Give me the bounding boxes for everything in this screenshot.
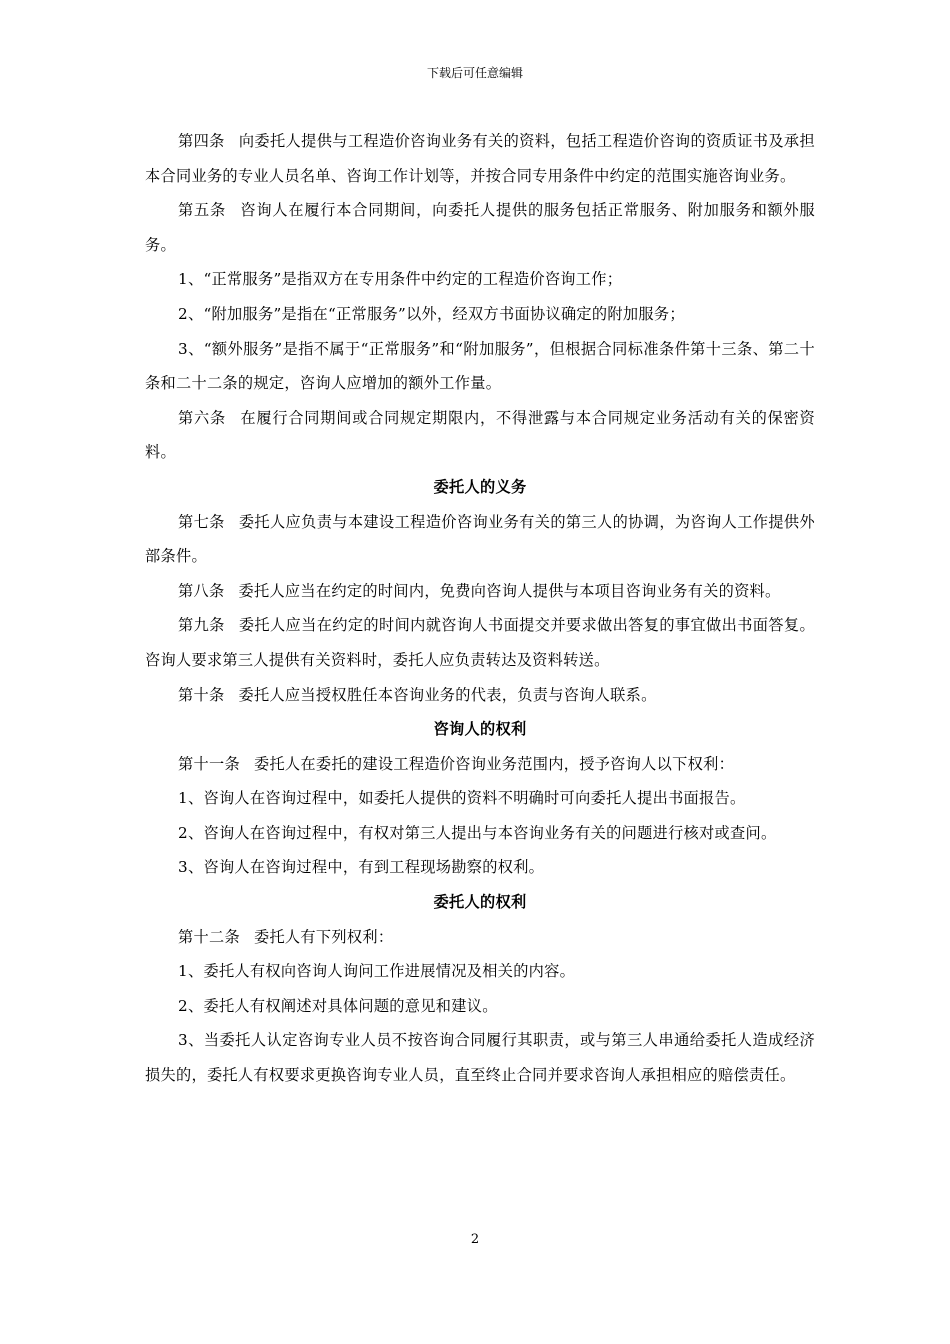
section-heading bbox=[145, 470, 815, 505]
article-number: 第四条 bbox=[178, 132, 225, 150]
article-number: 第十条 bbox=[178, 685, 225, 704]
article-number: 第七条 bbox=[178, 512, 225, 531]
paragraph-text: 在履行合同期间或合同规定期限内，不得泄露与本合同规定业务活动有关的保密资料。 bbox=[145, 408, 815, 462]
section-heading bbox=[145, 885, 815, 920]
paragraph-text: 委托人有下列权利： bbox=[253, 927, 394, 946]
article-paragraph bbox=[145, 505, 815, 574]
list-item bbox=[145, 781, 815, 816]
article-paragraph bbox=[145, 193, 815, 262]
article-paragraph bbox=[145, 608, 815, 677]
list-item bbox=[145, 297, 815, 332]
article-paragraph bbox=[145, 124, 815, 193]
page-header: 下载后可任意编辑 bbox=[426, 66, 523, 80]
article-number: 第九条 bbox=[178, 616, 225, 635]
section-heading bbox=[145, 712, 815, 747]
document-body bbox=[145, 124, 815, 1093]
paragraph-text: 向委托人提供与工程造价咨询业务有关的资料，包括工程造价咨询的资质证书及承担本合同业务的专业人员名单、咨询工作计划等，并按合同专用条件中约定的范围实施咨询业务。 bbox=[145, 132, 815, 185]
list-item bbox=[145, 332, 815, 401]
paragraph-text: 1、委托人有权向咨询人询问工作进展情况及相关的内容。 bbox=[178, 962, 576, 981]
article-paragraph bbox=[145, 574, 815, 609]
article-paragraph bbox=[145, 678, 815, 713]
paragraph-text: 2、咨询人在咨询过程中，有权对第三人提出与本咨询业务有关的问题进行核对或查问。 bbox=[178, 823, 777, 842]
list-item bbox=[145, 1023, 815, 1092]
list-item bbox=[145, 954, 815, 989]
paragraph-text: 3、“额外服务”是指不属于“正常服务”和“附加服务”，但根据合同标准条件第十三条、第二十条和二十二条的规定，咨询人应增加的额外工作量。 bbox=[145, 339, 815, 393]
paragraph-text: 2、“附加服务”是指在“正常服务”以外，经双方书面协议确定的附加服务； bbox=[178, 304, 685, 323]
paragraph-text: 1、“正常服务”是指双方在专用条件中约定的工程造价咨询工作； bbox=[178, 270, 623, 289]
paragraph-text: 委托人应当授权胜任本咨询业务的代表，负责与咨询人联系。 bbox=[238, 685, 657, 704]
paragraph-text: 3、咨询人在咨询过程中，有到工程现场勘察的权利。 bbox=[178, 858, 545, 877]
list-item bbox=[145, 262, 815, 297]
list-item bbox=[145, 989, 815, 1024]
list-item bbox=[145, 850, 815, 885]
paragraph-text: 委托人在委托的建设工程造价咨询业务范围内，授予咨询人以下权利： bbox=[253, 754, 735, 773]
article-number: 第六条 bbox=[178, 408, 226, 427]
section-heading-text: 委托人的权利 bbox=[433, 893, 527, 912]
paragraph-text: 1、咨询人在咨询过程中，如委托人提供的资料不明确时可向委托人提出书面报告。 bbox=[178, 789, 746, 808]
paragraph-text: 3、当委托人认定咨询专业人员不按咨询合同履行其职责，或与第三人串通给委托人造成经济损失的，委托人有权要求更换咨询专业人员，直至终止合同并要求咨询人承担相应的赔偿责任。 bbox=[145, 1031, 815, 1085]
page-number: 2 bbox=[470, 1232, 480, 1247]
article-paragraph bbox=[145, 920, 815, 955]
article-number: 第十二条 bbox=[178, 927, 240, 946]
paragraph-text: 2、委托人有权阐述对具体问题的意见和建议。 bbox=[178, 996, 498, 1015]
article-number: 第十一条 bbox=[178, 754, 240, 773]
paragraph-text: 委托人应负责与本建设工程造价咨询业务有关的第三人的协调，为咨询人工作提供外部条件。 bbox=[145, 512, 815, 566]
paragraph-text: 咨询人在履行本合同期间，向委托人提供的服务包括正常服务、附加服务和额外服务。 bbox=[145, 201, 815, 254]
paragraph-text: 委托人应当在约定的时间内，免费向咨询人提供与本项目咨询业务有关的资料。 bbox=[238, 581, 781, 600]
list-item bbox=[145, 816, 815, 851]
article-number: 第五条 bbox=[178, 201, 226, 220]
section-heading-text: 咨询人的权利 bbox=[433, 720, 527, 739]
section-heading-text: 委托人的义务 bbox=[433, 477, 527, 496]
article-paragraph bbox=[145, 747, 815, 782]
paragraph-text: 委托人应当在约定的时间内就咨询人书面提交并要求做出答复的事宜做出书面答复。咨询人要求第三人提供有关资料时，委托人应负责转达及资料转送。 bbox=[145, 616, 815, 669]
article-paragraph bbox=[145, 401, 815, 470]
article-number: 第八条 bbox=[178, 581, 225, 600]
